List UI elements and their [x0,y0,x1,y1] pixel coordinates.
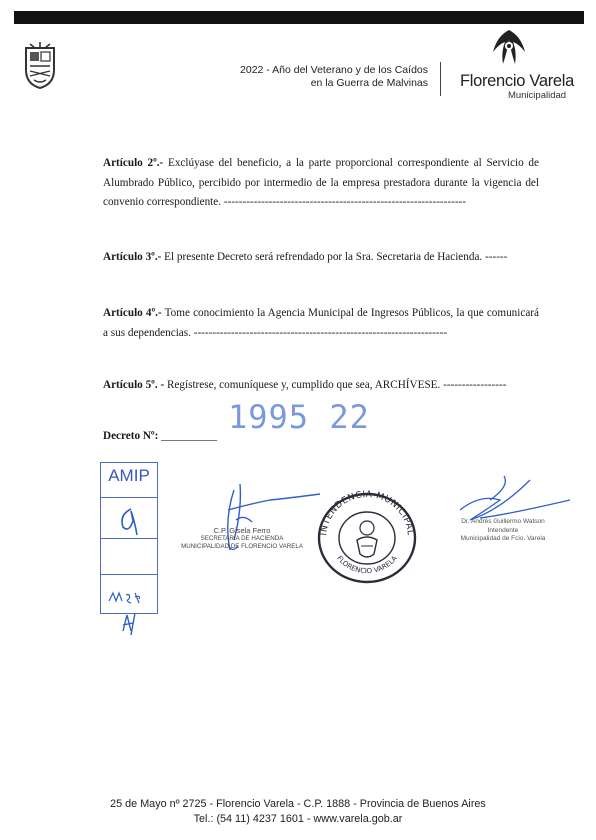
motto-line-1: 2022 - Año del Veterano y de los Caídos [240,64,428,76]
brand-name: Florencio Varela [459,72,575,90]
municipal-seal-icon [312,488,422,584]
intendente-office: Municipalidad de Fcio. Varela [460,535,546,542]
footer-contact: Tel.: (54 11) 4237 1601 - www.varela.gob.ar [193,813,403,825]
article-5-text: Regístrese, comuníquese y, cumplido que sea, ARCHÍVESE. ----------------- [164,379,507,391]
article-2-label: Artículo 2º.- [103,157,164,169]
intendente-signature-icon [440,470,570,560]
decreto-blank: __________ [158,430,218,442]
article-3-label: Artículo 3º.- [103,251,162,263]
decreto-line [103,430,217,442]
intendente-name: Dr. Andrés Guillermo Watson [461,518,545,525]
amip-stamp [100,462,158,614]
article-5 [103,376,539,396]
seal-bottom-text: FLORENCIO VARELA [335,554,399,576]
intendente-title: Intendente [487,526,519,534]
brand-block [452,72,582,101]
article-4-label: Artículo 4º.- [103,307,162,319]
decreto-label: Decreto Nº: [103,430,159,442]
article-3 [103,248,539,268]
article-5-label: Artículo 5º. - [103,379,165,391]
municipal-crest-icon [22,40,58,90]
article-4-text: Tome conocimiento la Agencia Municipal de Ingresos Públicos, la que comunicará a sus dependencias. -------------------------------------------------------------------- [103,307,539,339]
secretaria-name: C.P. Gisela Ferro [213,526,271,535]
svg-text:INTENDENCIA MUNICIPAL [319,490,415,536]
florencio-varela-logo-icon [487,28,531,68]
amip-handwriting-icon [101,463,157,638]
secretaria-signature-caption [172,527,312,551]
header-divider [440,62,441,96]
decree-number-stamp: 1995 22 [228,398,370,436]
intendente-signature-caption [448,518,558,544]
article-4 [103,304,539,343]
secretaria-office: MUNICIPALIDAD DE FLORENCIO VARELA [181,543,303,550]
article-3-text: El presente Decreto será refrendado por la Sra. Secretaria de Hacienda. ------ [161,251,508,263]
year-motto [238,64,428,90]
article-2-text: Exclúyase del beneficio, a la parte proporcional correspondiente al Servicio de Alumbrado Público, percibido por intermedio de la empresa prestadora durante la vigencia del convenio correspondiente. ----------------------------------------------------------------- [103,157,539,208]
seal-top-text: INTENDENCIA MUNICIPAL [319,489,415,537]
scan-top-bar [14,11,584,24]
brand-subtitle: Municipalidad [507,90,567,101]
article-2 [103,154,539,213]
amip-stamp-label: AMIP [108,466,150,485]
footer-address: 25 de Mayo nº 2725 - Florencio Varela - C.P. 1888 - Provincia de Buenos Aires [110,798,486,810]
footer [0,797,596,827]
secretaria-title: SECRETARIA DE HACIENDA [200,535,284,542]
motto-line-2: en la Guerra de Malvinas [310,77,428,89]
